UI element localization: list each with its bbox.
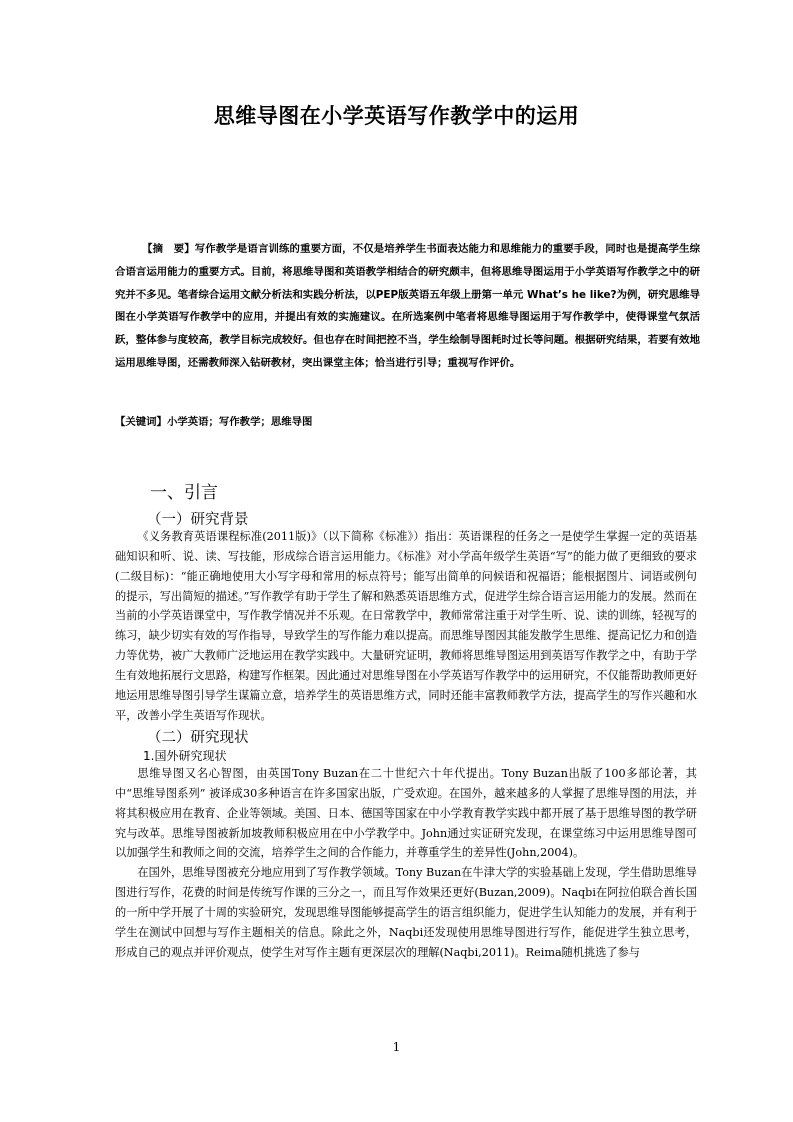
abstract	[115, 238, 700, 375]
abstract-text: 写作教学是语言训练的重要方面，不仅是培养学生书面表达能力和思维能力的重要手段，同时也是提高学生综合语言运用能力的重要方式。目前，将思维导图和英语教学相结合的研究颇丰，但将思维导图运用于小学英语写作教学之中的研究并不多见。笔者综合运用文献分析法和实践分析法，以PEP版英语五年级上册第一单元 What’s he like?为例，研究思维导图在小学英语写作教学中的应用，并提出有效的实施建议。在所选案例中笔者将思维导图运用于写作教学中，使得课堂气氛活跃，整体参与度较高，教学目标完成较好。但也存在时间把控不当，学生绘制导图耗时过长等问题。根据研究结果，若要有效地运用思维导图，还需教师深入钻研教材，突出课堂主体；恰当进行引导；重视写作评价。	[115, 243, 700, 369]
section-heading-introduction: 一、引言	[150, 483, 218, 503]
foreign-status-body	[115, 764, 697, 962]
page-number: 1	[392, 1040, 401, 1054]
subsection-heading-background: （一）研究背景	[147, 512, 249, 528]
keywords-text: 小学英语；写作教学；思维导图	[166, 416, 313, 428]
background-body	[115, 527, 697, 725]
keywords	[115, 411, 700, 433]
subsection-heading-status: （二）研究现状	[147, 730, 249, 746]
keywords-label: 【关键词】	[115, 416, 167, 428]
subsubsection-heading-foreign: 1.国外研究现状	[143, 749, 227, 763]
paragraph: 在国外，思维导图被充分地应用到了写作教学领域。Tony Buzan在牛津大学的实验基础上发现，学生借助思维导图进行写作，花费的时间是传统写作课的三分之一，而且写作效果还更好(Buzan,2009)。Naqbi在阿拉伯联合酋长国的一所中学开展了十周的实验研究，发现思维导图能够提高学生的语言组织能力，促进学生认知能力的发展，并有利于学生在测试中回想与写作主题相关的信息。除此之外，Naqbi还发现使用思维导图进行写作，能促进学生独立思考，形成自己的观点并评价观点，使学生对写作主题有更深层次的理解(Naqbi,2011)。Reima随机挑选了参与	[115, 866, 697, 959]
paragraph: 《义务教育英语课程标准(2011版)》（以下简称《标准》）指出：英语课程的任务之一是使学生掌握一定的英语基础知识和听、说、读、写技能，形成综合语言运用能力。《标准》对小学高年级学生英语“写”的能力做了更细致的要求(二级目标)：“能正确地使用大小写字母和常用的标点符号；能写出简单的问候语和祝福语；能根据图片、词语或例句的提示，写出简短的描述。”写作教学有助于学生了解和熟悉英语思维方式，促进学生综合语言运用能力的发展。然而在当前的小学英语课堂中，写作教学情况并不乐观。在日常教学中，教师常常注重于对学生听、说、读的训练，轻视写的练习，缺少切实有效的写作指导，导致学生的写作能力难以提高。而思维导图因其能发散学生思维、提高记忆力和创造力等优势，被广大教师广泛地运用在教学实践中。大量研究证明，教师将思维导图运用到英语写作教学之中，有助于学生有效地拓展行文思路，构建写作框架。因此通过对思维导图在小学英语写作教学中的运用研究，不仅能帮助教师更好地运用思维导图引导学生谋篇立意，培养学生的英语思维方式，同时还能丰富教师教学方法，提高学生的写作兴趣和水平，改善小学生英语写作现状。	[115, 530, 697, 722]
paper-title: 思维导图在小学英语写作教学中的运用	[213, 104, 580, 128]
paragraph: 思维导图又名心智图，由英国Tony Buzan在二十世纪六十年代提出。Tony Buzan出版了100多部论著，其中“思维导图系列” 被译成30多种语言在许多国家出版，广受欢迎。在国外，越来越多的人掌握了思维导图的用法，并将其积极应用在教育、企业等领域。美国、日本、德国等国家在中小学教育教学实践中都开展了基于思维导图的教学研究与改革。思维导图被新加坡教师积极应用在中小学教学中。John通过实证研究发现，在课堂练习中运用思维导图可以加强学生和教师之间的交流，培养学生之间的合作能力，并尊重学生的差异性(John,2004)。	[115, 767, 697, 860]
abstract-label: 【摘 要】	[142, 243, 195, 255]
